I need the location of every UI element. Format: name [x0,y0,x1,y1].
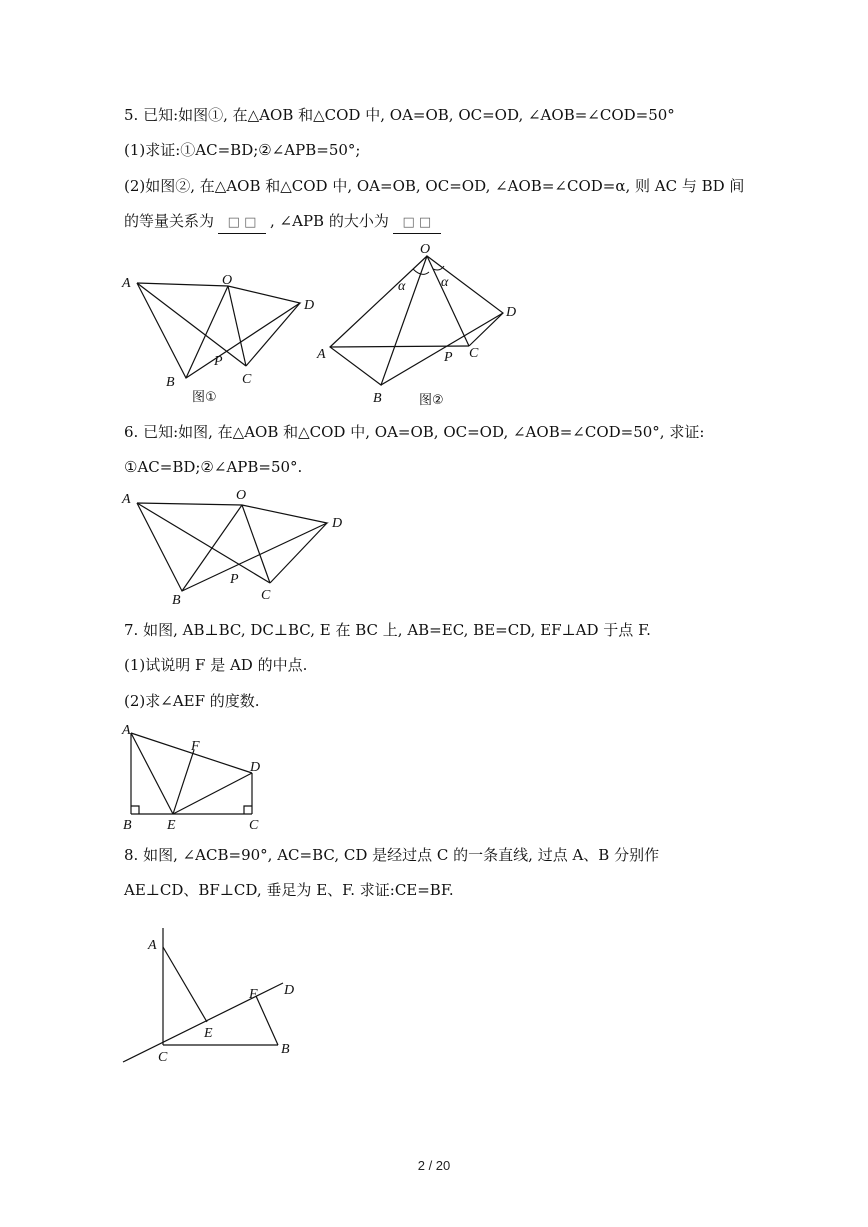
fig7-label-a: A [122,723,131,738]
fig6-line-oc [242,505,270,583]
fig7-label-d: D [250,760,261,775]
fig8-label-f: F [249,987,258,1002]
fig6-label-o: O [236,488,247,503]
fig1-label-c: C [242,372,252,387]
fig6-label-c: C [261,588,271,603]
fig7-label-e: E [167,818,176,833]
figure-8 [118,915,308,1067]
p5-line4: 的等量关系为 □ □ , ∠APB 的大小为 □ □ [124,211,445,234]
p7-line3: (2)求∠AEF 的度数. [124,692,260,710]
fig2-line-ac [330,346,469,347]
fig2-label-c: C [469,346,479,361]
fig8-label-d: D [284,983,295,998]
figure-5-2 [313,238,533,410]
p5-line2: (1)求证:①AC=BD;②∠APB=50°; [124,141,361,159]
p8-line1: 8. 如图, ∠ACB=90°, AC=BC, CD 是经过点 C 的一条直线, 过点 A、B 分别作 [124,846,660,864]
fig8-label-a: A [148,938,157,953]
fig6-label-p: P [230,572,239,587]
fig8-line-ae [163,947,207,1022]
fig2-label-alpha-left: α [398,279,406,294]
fig2-line-bd [381,313,503,385]
fig6-label-a: A [122,492,131,507]
p6-line2: ①AC=BD;②∠APB=50°. [124,458,303,476]
fig7-label-b: B [123,818,132,833]
fig6-label-b: B [172,593,181,608]
fig1-label-o: O [222,273,233,288]
fig2-angle-arc-right [433,266,444,270]
figure-6 [118,486,358,608]
fig2-label-a: A [317,347,326,362]
answer-blank-2: □ □ [393,213,441,234]
p5-line1: 5. 已知:如图①, 在△AOB 和△COD 中, OA=OB, OC=OD, ∠AOB=∠COD=50° [124,106,675,124]
fig2-label-d: D [506,305,517,320]
fig7-right-angle-b [131,806,139,814]
p8-line2: AE⊥CD、BF⊥CD, 垂足为 E、F. 求证:CE=BF. [124,881,454,899]
fig8-line-cd [123,983,283,1062]
fig7-right-angle-c [244,806,252,814]
fig1-label-p: P [214,354,223,369]
fig8-line-bf [256,996,278,1045]
p7-line2: (1)试说明 F 是 AD 的中点. [124,656,308,674]
fig7-label-c: C [249,818,259,833]
page-number: 2 / 20 [417,1158,451,1173]
fig1-line-cd [246,303,300,366]
fig6-label-d: D [332,516,343,531]
fig1-label-a: A [122,276,131,291]
fig8-label-e: E [204,1026,213,1041]
fig2-label-alpha-right: α [441,275,449,290]
fig2-caption: 图② [419,393,444,408]
fig7-label-f: F [191,739,200,754]
fig2-label-o: O [420,242,431,257]
fig2-outline [330,256,503,385]
fig6-line-cd [270,523,327,583]
fig1-label-b: B [166,375,175,390]
fig8-label-c: C [158,1050,168,1065]
figure-7 [118,718,278,836]
p6-line1: 6. 已知:如图, 在△AOB 和△COD 中, OA=OB, OC=OD, ∠AOB=∠COD=50°, 求证: [124,423,705,441]
figure-5-1 [118,268,318,410]
answer-blank-1: □ □ [218,213,266,234]
fig2-label-p: P [444,350,453,365]
fig1-caption: 图① [192,390,217,405]
fig1-label-d: D [304,298,315,313]
fig8-label-b: B [281,1042,290,1057]
p7-line1: 7. 如图, AB⊥BC, DC⊥BC, E 在 BC 上, AB=EC, BE=CD, EF⊥AD 于点 F. [124,621,651,639]
p5-line3: (2)如图②, 在△AOB 和△COD 中, OA=OB, OC=OD, ∠AOB=∠COD=α, 则 AC 与 BD 间 [124,177,745,195]
fig2-label-b: B [373,391,382,406]
